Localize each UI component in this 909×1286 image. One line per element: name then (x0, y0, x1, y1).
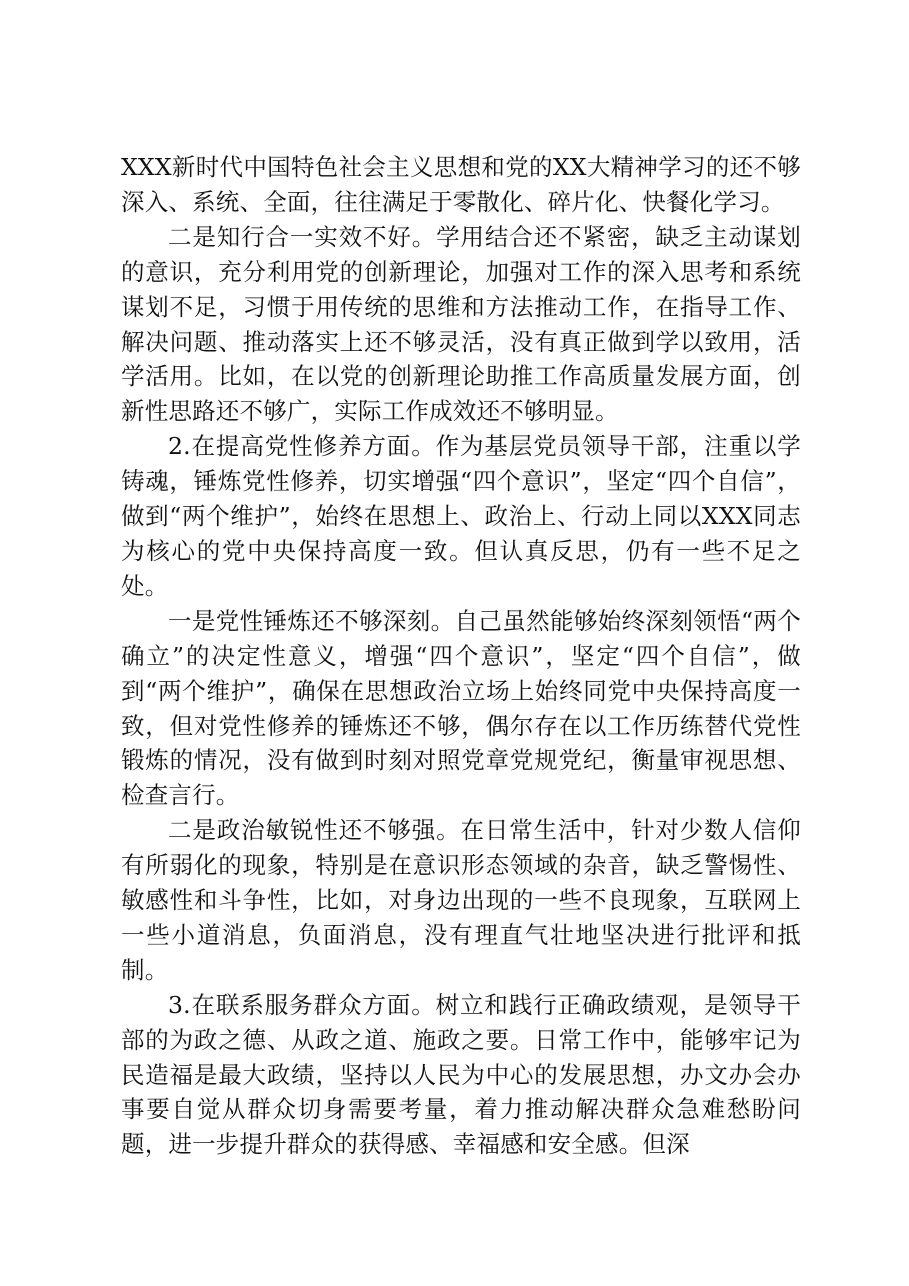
paragraph-party-cultivation: 2.在提高党性修养方面。作为基层党员领导干部，注重以学铸魂，锤炼党性修养，切实增强“四个意识”，坚定“四个自信”，做到“两个维护”，始终在思想上、政治上、行动上同以XXX同志为核心的党中央保持高度一致。但认真反思，仍有一些不足之处。 (121, 432, 801, 600)
paragraph-knowledge-action: 二是知行合一实效不好。学用结合还不紧密，缺乏主动谋划的意识，充分利用党的创新理论，加强对工作的深入思考和系统谋划不足，习惯于用传统的思维和方法推动工作，在指导工作、解决问题、推动落实上还不够灵活，没有真正做到学以致用，活学活用。比如，在以党的创新理论助推工作高质量发展方面，创新性思路还不够广，实际工作成效还不够明显。 (121, 222, 801, 426)
paragraph-political-sensitivity: 二是政治敏锐性还不够强。在日常生活中，针对少数人信仰有所弱化的现象，特别是在意识形态领域的杂音，缺乏警惕性、敏感性和斗争性，比如，对身边出现的一些不良现象，互联网上一些小道消息，负面消息，没有理直气壮地坚决进行批评和抵制。 (121, 816, 801, 984)
paragraph-continuation: XXX新时代中国特色社会主义思想和党的XX大精神学习的还不够深入、系统、全面，往往满足于零散化、碎片化、快餐化学习。 (121, 153, 801, 216)
paragraph-serving-masses: 3.在联系服务群众方面。树立和践行正确政绩观，是领导干部的为政之德、从政之道、施政之要。日常工作中，能够牢记为民造福是最大政绩，坚持以人民为中心的发展思想，办文办会办事要自觉从群众切身需要考量，着力推动解决群众急难愁盼问题，进一步提升群众的获得感、幸福感和安全感。但深 (121, 990, 801, 1159)
paragraph-party-tempering: 一是党性锤炼还不够深刻。自己虽然能够始终深刻领悟“两个确立”的决定性意义，增强“四个意识”，坚定“四个自信”，做到“两个维护”，确保在思想政治立场上始终同党中央保持高度一致，但对党性修养的锤炼还不够，偶尔存在以工作历练替代党性锻炼的情况，没有做到时刻对照党章党规党纪，衡量审视思想、检查言行。 (121, 606, 801, 810)
document-body (121, 150, 801, 1162)
